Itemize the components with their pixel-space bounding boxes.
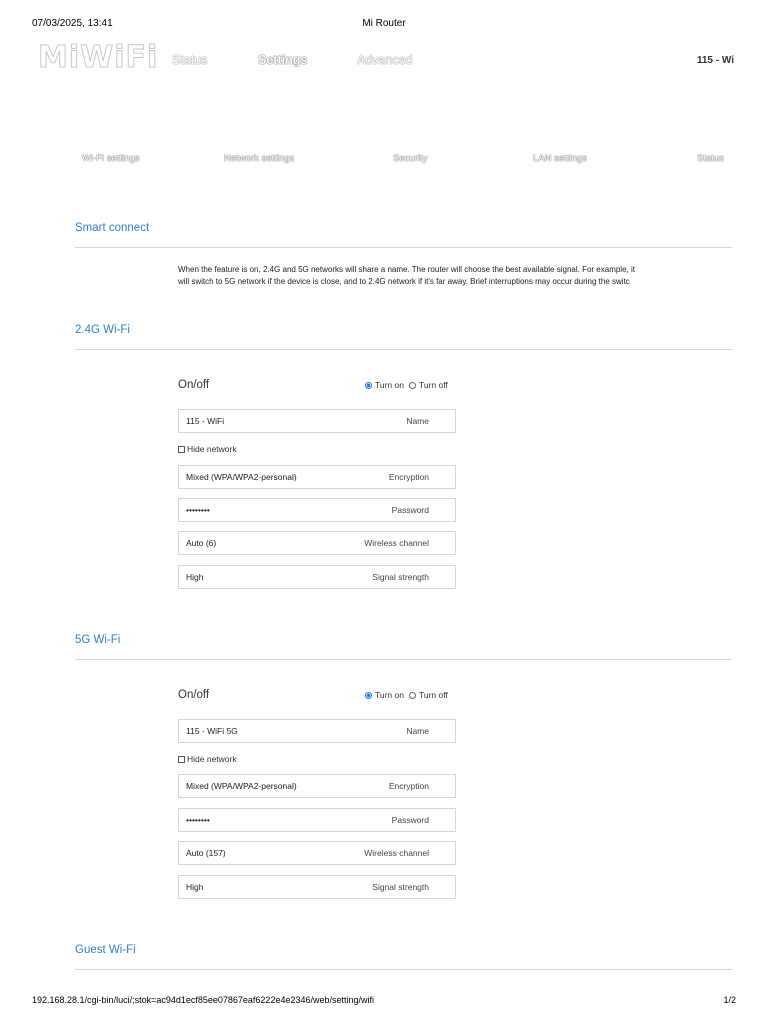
divider: [75, 659, 732, 660]
wifi5-hide-network[interactable]: [178, 754, 237, 764]
field-label: Password: [391, 815, 429, 825]
wifi5-password-field[interactable]: [178, 808, 456, 832]
field-value: Mixed (WPA/WPA2-personal): [186, 781, 297, 791]
tab-security[interactable]: Security: [393, 153, 428, 164]
field-value: Auto (157): [186, 848, 226, 858]
radio-turn-on[interactable]: [365, 692, 372, 699]
field-value: High: [186, 572, 204, 582]
field-label: Wireless channel: [364, 538, 429, 548]
hide-network-label: Hide network: [187, 754, 237, 764]
section-title-5g-wifi: 5G Wi-Fi: [75, 634, 121, 646]
field-label: Signal strength: [372, 572, 429, 582]
onoff-label: On/off: [178, 379, 210, 391]
field-label: Signal strength: [372, 882, 429, 892]
divider: [75, 247, 732, 248]
device-name[interactable]: 115 - Wi: [696, 55, 734, 66]
hide-network-checkbox[interactable]: [178, 446, 185, 453]
hide-network-checkbox[interactable]: [178, 756, 185, 763]
page-url: 192.168.28.1/cgi-bin/luci/;stok=ac94d1ecf85ee07867eaf6222e4e2346/web/setting/wifi: [32, 995, 375, 1005]
field-label: Name: [406, 416, 429, 426]
smart-connect-description-line-2: will switch to 5G network if the device is close, and to 2.4G network if it's far away. Brief interruptions may occur during the switc: [178, 277, 630, 286]
field-value: Auto (6): [186, 538, 217, 548]
field-value: ••••••••: [186, 505, 210, 515]
miwifi-logo[interactable]: MiWiFi: [38, 40, 159, 75]
turn-on-label: Turn on: [375, 380, 404, 390]
wifi24-password-field[interactable]: [178, 498, 456, 522]
section-title-2-4g-wifi: 2.4G Wi-Fi: [75, 324, 130, 336]
smart-connect-description-line-1: When the feature is on, 2.4G and 5G networks will share a name. The router will choose the best available signal. For example, it: [178, 265, 635, 274]
onoff-label: On/off: [178, 689, 210, 701]
wifi24-name-field[interactable]: [178, 409, 456, 433]
section-title-guest-wifi: Guest Wi-Fi: [75, 944, 136, 956]
wifi5-name-field[interactable]: [178, 719, 456, 743]
tab-wifi-settings[interactable]: Wi-Fi settings: [82, 153, 140, 164]
turn-off-label: Turn off: [418, 690, 448, 700]
field-value: 115 - WiFi: [186, 416, 225, 426]
nav-status[interactable]: Status: [172, 53, 208, 67]
wifi24-encryption-select[interactable]: [178, 465, 456, 489]
wifi24-signal-select[interactable]: [178, 565, 456, 589]
nav-settings[interactable]: Settings: [258, 53, 308, 67]
wifi5-onoff-radios: [365, 690, 448, 700]
page-number: 1/2: [723, 995, 736, 1005]
wifi5-encryption-select[interactable]: [178, 774, 456, 798]
print-header: [32, 18, 736, 32]
radio-turn-on[interactable]: [365, 382, 372, 389]
wifi24-onoff-radios: [365, 380, 448, 390]
wifi5-channel-select[interactable]: [178, 841, 456, 865]
turn-on-label: Turn on: [375, 690, 404, 700]
radio-turn-off[interactable]: [409, 692, 416, 699]
field-label: Encryption: [388, 472, 429, 482]
divider: [75, 349, 732, 350]
tab-status[interactable]: Status: [697, 153, 724, 164]
divider: [75, 969, 732, 970]
nav-advanced[interactable]: Advanced: [357, 53, 413, 67]
field-value: High: [186, 882, 204, 892]
section-title-smart-connect: Smart connect: [75, 222, 150, 234]
field-label: Name: [406, 726, 429, 736]
radio-turn-off[interactable]: [409, 382, 416, 389]
field-label: Wireless channel: [364, 848, 429, 858]
field-label: Password: [391, 505, 429, 515]
turn-off-label: Turn off: [418, 380, 448, 390]
field-value: ••••••••: [186, 815, 210, 825]
hide-network-label: Hide network: [187, 444, 237, 454]
tab-lan-settings[interactable]: LAN settings: [533, 153, 587, 164]
print-title: Mi Router: [362, 18, 406, 29]
field-value: 115 - WiFi 5G: [186, 726, 238, 736]
tab-network-settings[interactable]: Network settings: [224, 153, 295, 164]
field-label: Encryption: [388, 781, 429, 791]
field-value: Mixed (WPA/WPA2-personal): [186, 472, 297, 482]
wifi24-hide-network[interactable]: [178, 444, 237, 454]
print-datetime: 07/03/2025, 13:41: [32, 18, 113, 29]
wifi5-signal-select[interactable]: [178, 875, 456, 899]
wifi24-channel-select[interactable]: [178, 531, 456, 555]
